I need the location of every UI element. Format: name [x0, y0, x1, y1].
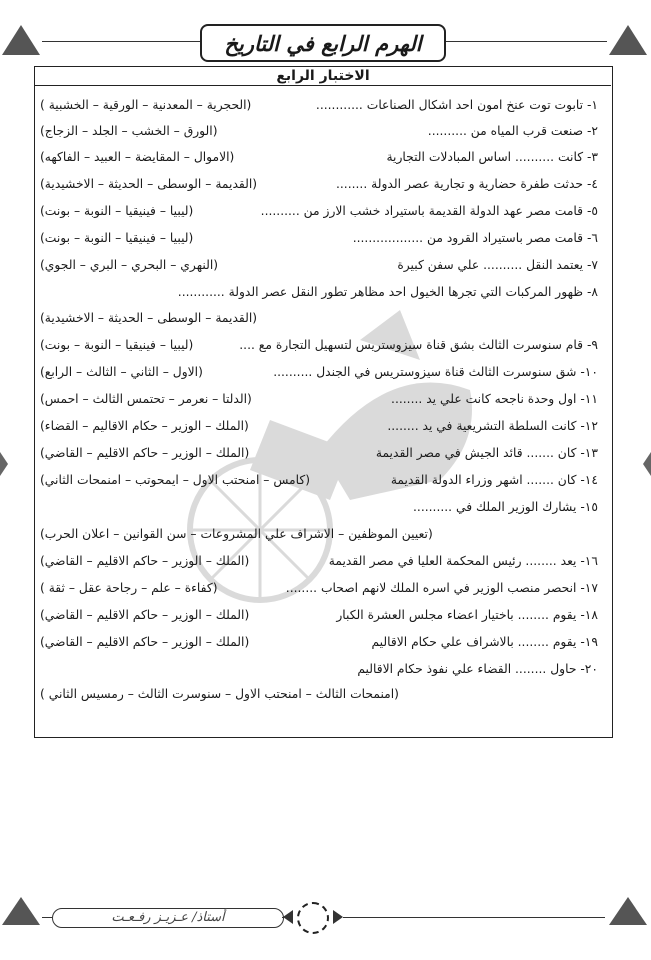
question-text: ١٥- يشارك الوزير الملك في .......... — [413, 500, 598, 514]
question-line — [40, 549, 598, 573]
answer-options: (تعيين الموظفين – الاشراف علي المشروعات – سن القوانين – اعلان الحرب) — [40, 527, 433, 541]
answer-options: (كفاءة – علم – رجاحة عقل – ثقة ) — [40, 581, 218, 595]
answer-options: (الملك – الوزير – حاكم الاقليم – القاضي) — [40, 635, 250, 649]
answer-options: (ليبيا – فينيقيا – النوبة – بونت) — [40, 338, 194, 352]
header-rule-right — [442, 41, 607, 42]
question-line — [40, 119, 598, 143]
question-line — [40, 630, 598, 654]
corner-triangle-bottom-right — [609, 897, 647, 925]
question-text: ١٨- يقوم ........ باختيار اعضاء مجلس العشرة الكبار — [336, 608, 598, 622]
arrow-right-icon — [333, 910, 343, 924]
question-line — [40, 199, 598, 223]
arrow-left-icon — [283, 910, 293, 924]
question-line — [40, 145, 598, 169]
answer-options: (القديمة – الوسطى – الحديثة – الاخشيدية) — [40, 177, 258, 191]
question-line — [40, 603, 598, 627]
answer-options: (الحجرية – المعدنية – الورقية – الخشبية ) — [40, 98, 252, 112]
question-text: ٣- كانت .......... اساس المبادلات التجارية — [386, 150, 598, 164]
question-text: ٢٠- حاول ........ القضاء علي نفوذ حكام الاقاليم — [357, 662, 598, 676]
question-text: ٧- يعتمد النقل .......... علي سفن كبيرة — [397, 258, 598, 272]
question-text: ١٩- يقوم ........ بالاشراف علي حكام الاقاليم — [371, 635, 598, 649]
page-number-circle — [297, 902, 329, 934]
question-line — [40, 172, 598, 196]
question-line — [40, 682, 598, 706]
answer-options: (الملك – الوزير – حاكم الاقليم – القاضي) — [40, 554, 250, 568]
answer-options: (الاول – الثاني – الثالث – الرابع) — [40, 365, 203, 379]
question-line — [40, 280, 598, 304]
page-edge-marker-left — [0, 452, 8, 476]
question-line — [40, 253, 598, 277]
corner-triangle-top-left — [2, 25, 40, 55]
header-rule-left — [42, 41, 200, 42]
question-text: ١٤- كان ....... اشهر وزراء الدولة القديمة — [390, 473, 598, 487]
question-line — [40, 495, 598, 519]
answer-options: (كامس – امنحتب الاول – ايمحوتب – امنمحات الثاني) — [40, 473, 311, 487]
question-line — [40, 306, 598, 330]
question-text: ١٣- كان ....... قائد الجيش في مصر القديمة — [375, 446, 598, 460]
question-text: ٩- قام سنوسرت الثالث بشق قناة سيزوستريس لتسهيل التجارة مع .... — [239, 338, 598, 352]
teacher-name: أستاذ/ عـزيـز رفـعـت — [52, 908, 284, 928]
question-line — [40, 93, 598, 117]
answer-options: (القديمة – الوسطى – الحديثة – الاخشيدية) — [40, 311, 258, 325]
question-text: ١٧- انحصر منصب الوزير في اسره الملك لانهم اصحاب ........ — [285, 581, 598, 595]
question-line — [40, 333, 598, 357]
question-line — [40, 522, 598, 546]
question-line — [40, 576, 598, 600]
question-line — [40, 414, 598, 438]
question-line — [40, 360, 598, 384]
corner-triangle-top-right — [609, 25, 647, 55]
corner-triangle-bottom-left — [2, 897, 40, 925]
question-line — [40, 441, 598, 465]
question-text: ١٠- شق سنوسرت الثالث قناة سيزوستريس في الجندل .......... — [273, 365, 598, 379]
question-text: ٥- قامت مصر عهد الدولة القديمة باستيراد خشب الارز من .......... — [260, 204, 598, 218]
footer-rule-right — [343, 917, 605, 918]
answer-options: (ليبيا – فينيقيا – النوبة – بونت) — [40, 204, 194, 218]
answer-options: (الملك – الوزير – حاكم الاقليم – القاضي) — [40, 446, 250, 460]
question-line — [40, 657, 598, 681]
page-edge-marker-right — [643, 452, 651, 476]
page-header-title: الهرم الرابع في التاريخ — [200, 24, 446, 62]
question-text: ٨- ظهور المركبات التي تجرها الخيول احد مظاهر تطور النقل عصر الدولة ............ — [177, 285, 598, 299]
answer-options: (النهري – البحري – البري – الجوي) — [40, 258, 219, 272]
answer-options: (الملك – الوزير – حكام الاقاليم – القضاء) — [40, 419, 249, 433]
answer-options: (الاموال – المقايضة – العبيد – الفاكهه) — [40, 150, 235, 164]
answer-options: (الملك – الوزير – حاكم الاقليم – القاضي) — [40, 608, 250, 622]
answer-options: (الدلتا – نعرمر – تحتمس الثالث – احمس) — [40, 392, 252, 406]
question-text: ٦- قامت مصر باستيراد القرود من .................. — [352, 231, 598, 245]
question-text: ١١- اول وحدة ناجحه كانت علي يد ........ — [391, 392, 598, 406]
question-text: ٤- حدثت طفرة حضارية و تجارية عصر الدولة ........ — [335, 177, 598, 191]
question-line — [40, 226, 598, 250]
question-text: ١٢- كانت السلطة التشريعية في يد ........ — [387, 419, 598, 433]
question-text: ١٦- يعد ........ رئيس المحكمة العليا في مصر القديمة — [328, 554, 598, 568]
question-line — [40, 468, 598, 492]
question-text: ٢- صنعت قرب المياه من .......... — [427, 124, 598, 138]
answer-options: (ليبيا – فينيقيا – النوبة – بونت) — [40, 231, 194, 245]
answer-options: (امنمحات الثالث – امنحتب الاول – سنوسرت الثالث – رمسيس الثاني ) — [40, 687, 399, 701]
question-text: ١- تابوت توت عنخ امون احد اشكال الصناعات ............ — [315, 98, 598, 112]
footer-rule-left — [42, 917, 52, 918]
exam-title: الاختبار الرابع — [35, 67, 611, 86]
answer-options: (الورق – الخشب – الجلد – الزجاج) — [40, 124, 218, 138]
question-line — [40, 387, 598, 411]
